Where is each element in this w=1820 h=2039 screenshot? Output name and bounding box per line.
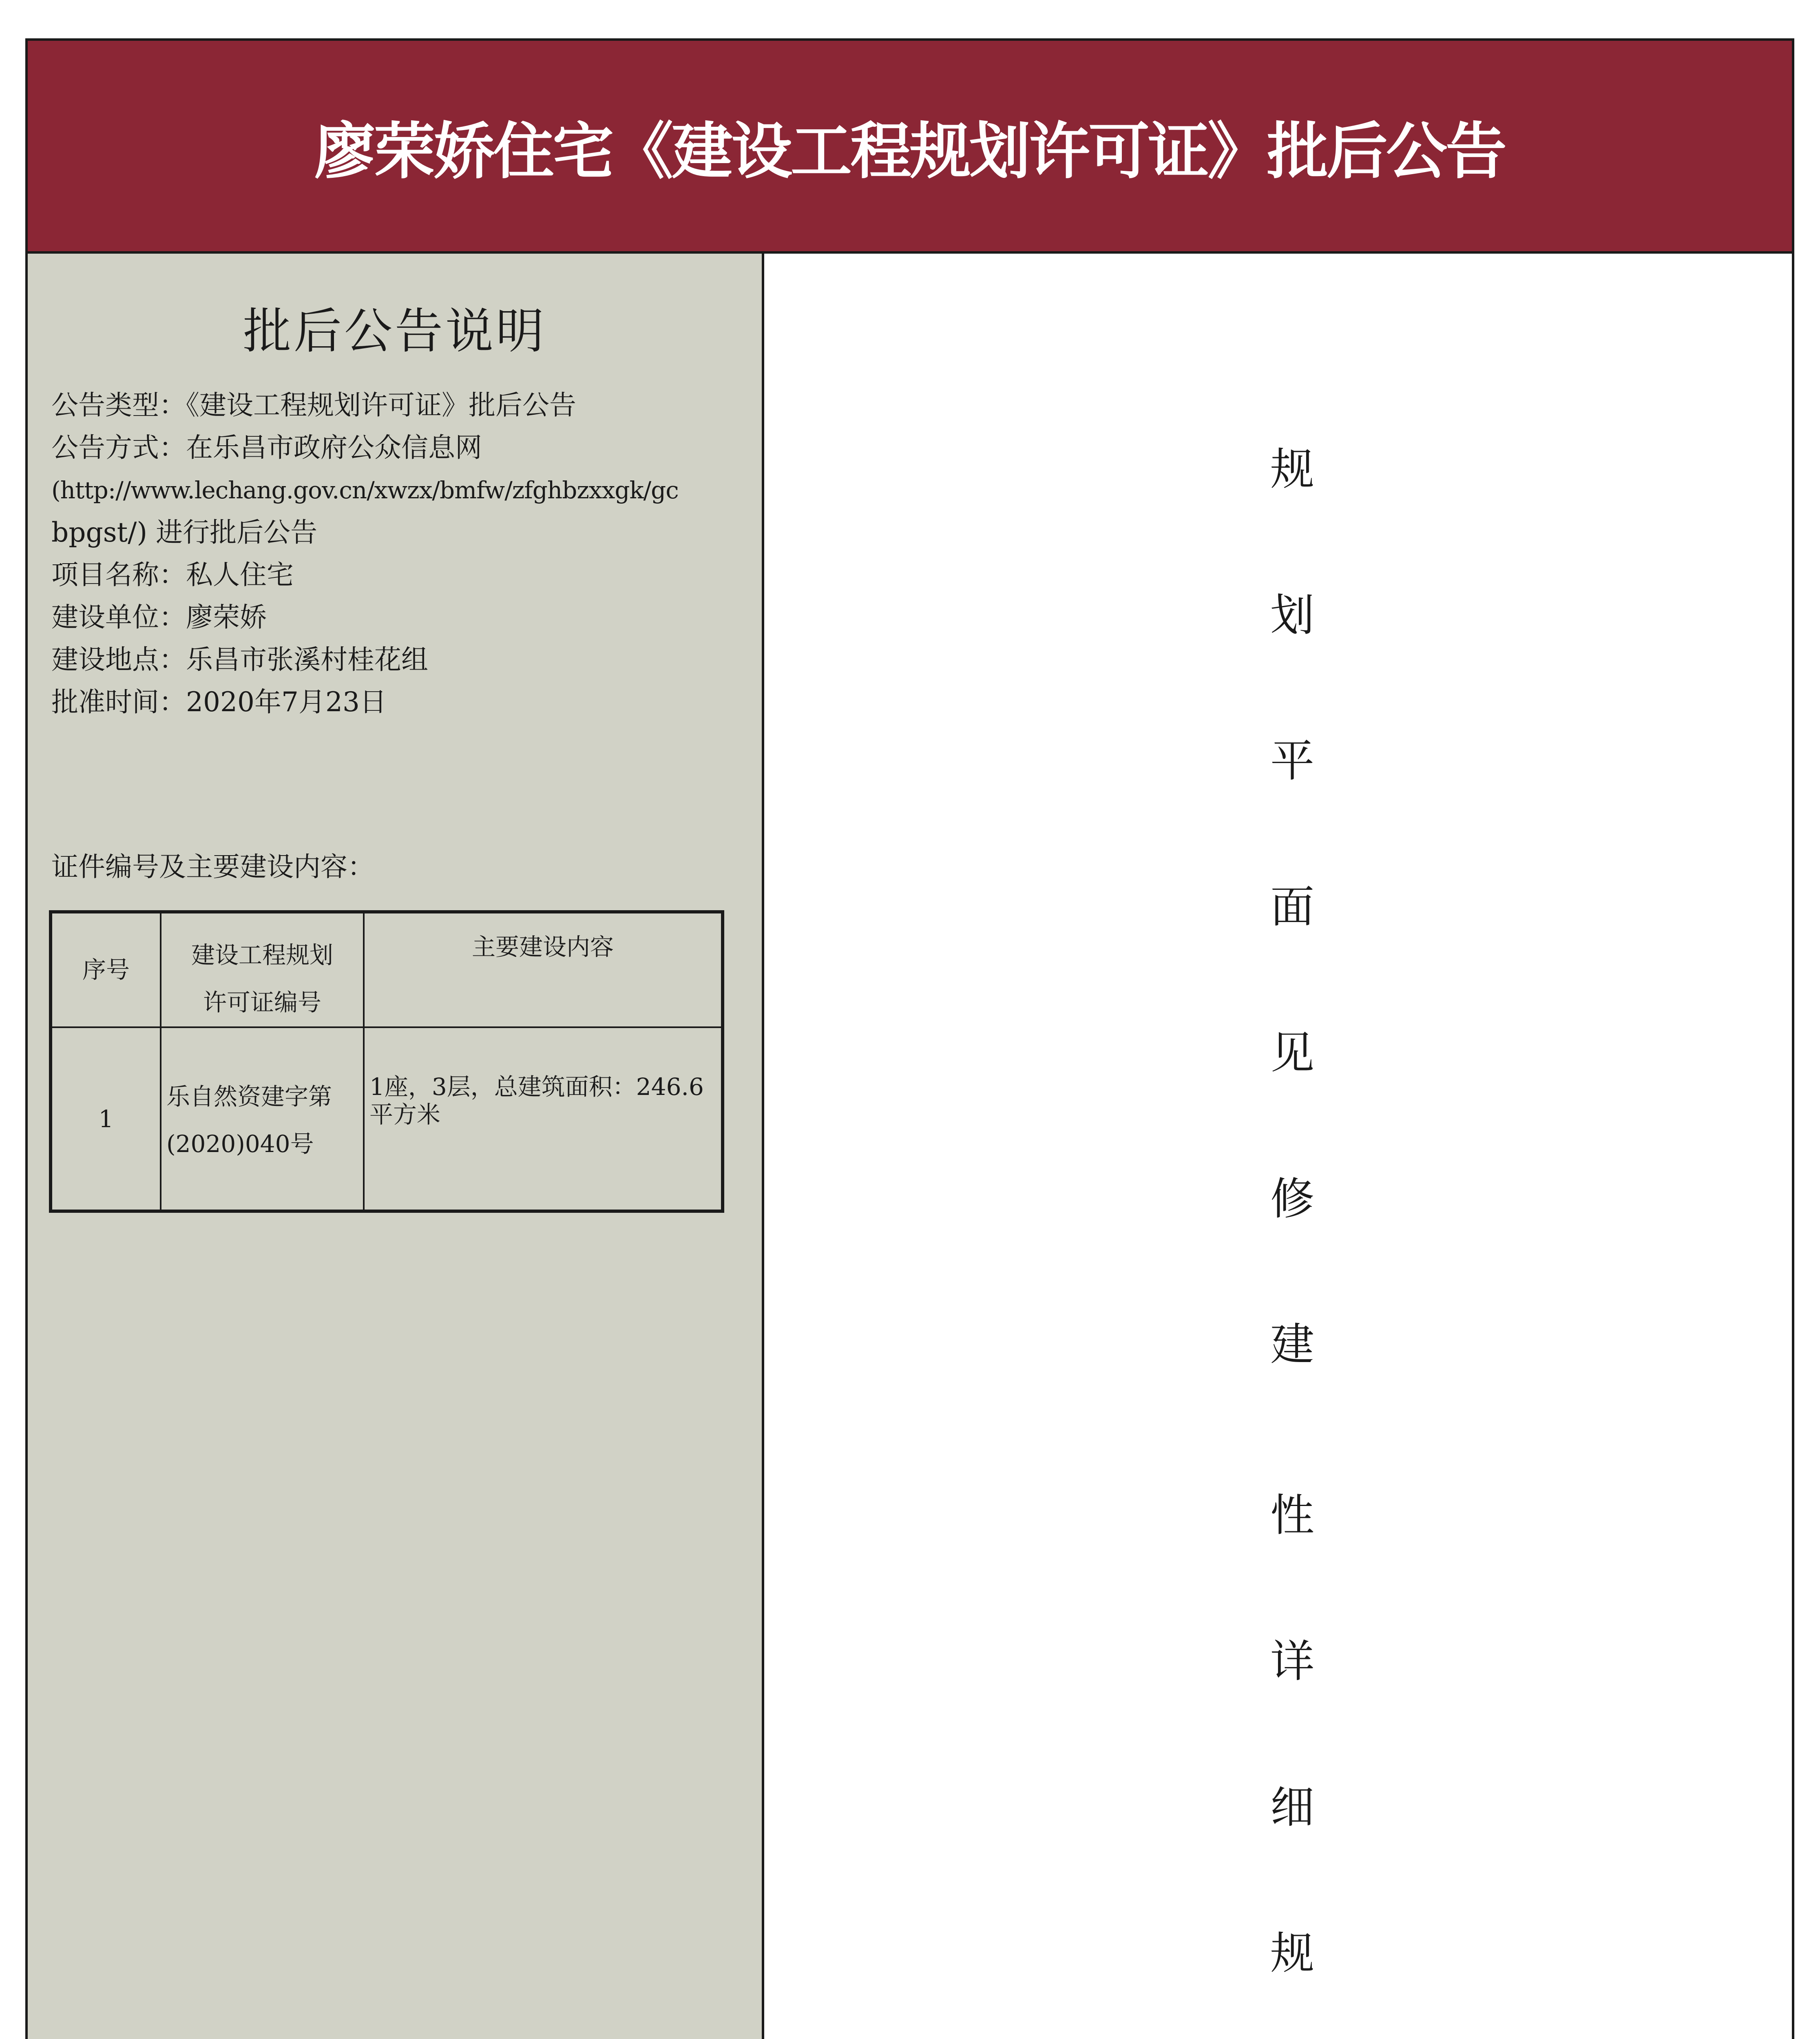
- notice-info-list: [51, 384, 745, 723]
- info-url-line1: (http://www.lechang.gov.cn/xwzx/bmfw/zfghbzxxgk/gc: [51, 476, 679, 504]
- vertical-char: 划: [1270, 590, 1314, 641]
- header-seq-label: 序号: [82, 956, 130, 984]
- cell-permit-line2: (2020)040号: [166, 1130, 314, 1158]
- certificate-section-label: 证件编号及主要建设内容：: [51, 851, 374, 882]
- header-permit-line2: 许可证编号: [203, 989, 321, 1016]
- notice-board: [25, 38, 1794, 2039]
- notice-title: 廖荣娇住宅《建设工程规划许可证》批后公告: [314, 116, 1505, 187]
- panel-title: 批后公告说明: [243, 303, 546, 359]
- vertical-char: 规: [1270, 1928, 1314, 1979]
- vertical-char: 规: [1270, 444, 1314, 495]
- info-approval-date: 批准时间：2020年7月23日: [51, 686, 387, 718]
- header-seq: [51, 912, 161, 1027]
- table-header-row: [51, 912, 723, 1027]
- permit-table: [49, 910, 724, 1213]
- cell-permit-no: [161, 1027, 364, 1211]
- info-type: 公告类型：《建设工程规划许可证》批后公告: [51, 389, 576, 421]
- info-method: 公告方式：在乐昌市政府公众信息网: [51, 432, 482, 463]
- header-banner: [28, 41, 1792, 254]
- info-location: 建设地点：乐昌市张溪村桂花组: [51, 644, 428, 675]
- vertical-char: 平: [1270, 736, 1314, 787]
- vertical-char: 细: [1270, 1782, 1314, 1833]
- vertical-char: 见: [1270, 1028, 1314, 1079]
- plan-drawing-panel: [764, 254, 1792, 2039]
- vertical-char: 面: [1270, 882, 1314, 933]
- table-row: [51, 1027, 723, 1211]
- header-content: [364, 912, 723, 1027]
- cell-permit-line1: 乐自然资建字第: [166, 1083, 332, 1110]
- info-project: 项目名称：私人住宅: [51, 559, 294, 590]
- cell-content: 1座，3层，总建筑面积：246.6平方米: [364, 1027, 723, 1211]
- vertical-char: 建: [1270, 1319, 1314, 1370]
- notice-description-panel: [28, 254, 764, 2039]
- cell-seq: 1: [51, 1027, 161, 1211]
- vertical-char: 性: [1270, 1490, 1314, 1541]
- vertical-char: 修: [1270, 1174, 1314, 1225]
- info-url-line2: bpgst/) 进行批后公告: [51, 517, 318, 548]
- header-content-label: 主要建设内容: [471, 933, 614, 961]
- vertical-char: 详: [1270, 1636, 1314, 1687]
- info-builder: 建设单位：廖荣娇: [51, 602, 267, 633]
- header-permit-no: [161, 912, 364, 1027]
- header-permit-line1: 建设工程规划: [191, 941, 333, 969]
